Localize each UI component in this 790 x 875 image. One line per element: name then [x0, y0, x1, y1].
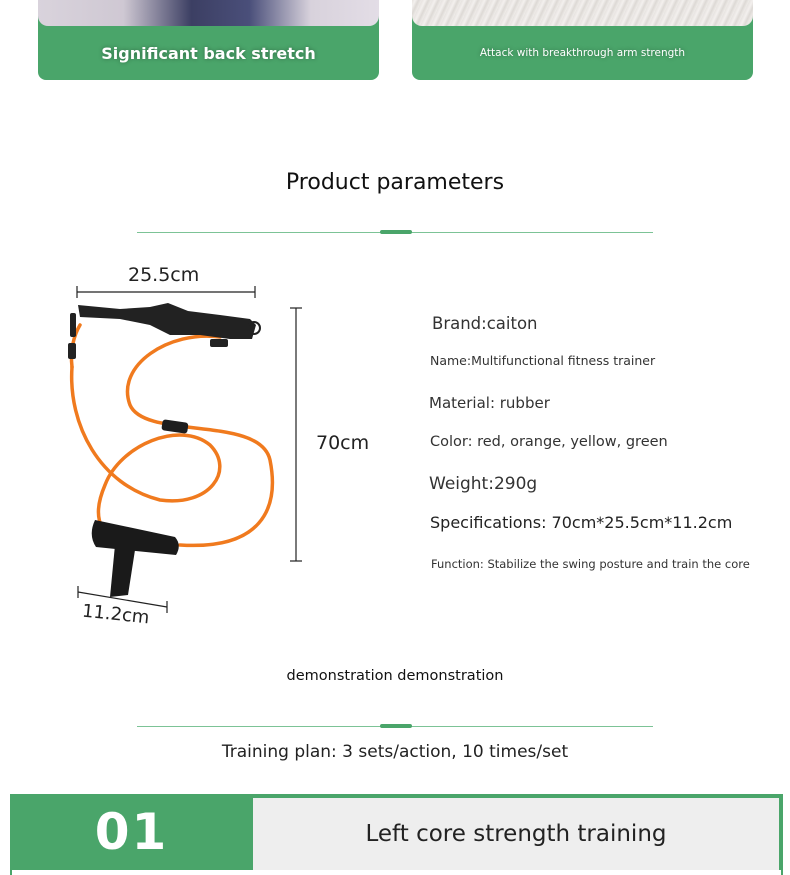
dimension-width-label: 25.5cm — [128, 264, 200, 286]
section-divider — [137, 726, 653, 727]
rope-clip — [161, 419, 188, 434]
spec-name: Name:Multifunctional fitness trainer — [430, 353, 656, 368]
spec-material: Material: rubber — [429, 394, 550, 412]
step-number: 01 — [94, 803, 169, 861]
spec-function: Function: Stabilize the swing posture and train the core — [431, 557, 750, 571]
dimension-height-label: 70cm — [316, 432, 370, 454]
training-plan-text: Training plan: 3 sets/action, 10 times/set — [221, 742, 569, 762]
spec-weight: Weight:290g — [429, 474, 538, 494]
feature-card-back-stretch — [38, 0, 379, 80]
section-title-parameters: Product parameters — [285, 170, 505, 195]
height-dimension-line — [290, 308, 302, 561]
feature-photo — [412, 0, 753, 26]
dimension-depth-label: 11.2cm — [81, 600, 151, 629]
elastic-rope — [71, 325, 272, 545]
step-bottom-strip — [10, 870, 783, 875]
top-grip — [78, 303, 260, 339]
feature-caption: Significant back stretch — [101, 44, 316, 63]
step-label-box — [253, 798, 779, 870]
feature-photo — [38, 0, 379, 26]
step-banner — [10, 794, 783, 875]
section-divider — [137, 232, 653, 233]
spec-brand: Brand:caiton — [432, 314, 538, 333]
spec-specifications: Specifications: 70cm*25.5cm*11.2cm — [430, 513, 733, 532]
bottom-handle — [92, 520, 179, 597]
width-dimension-line — [77, 286, 255, 298]
feature-caption: Attack with breakthrough arm strength — [479, 47, 686, 59]
feature-card-arm-strength — [412, 0, 753, 80]
step-label: Left core strength training — [365, 821, 667, 847]
spec-color: Color: red, orange, yellow, green — [430, 434, 668, 450]
section-title-demonstration: demonstration demonstration — [286, 668, 504, 684]
